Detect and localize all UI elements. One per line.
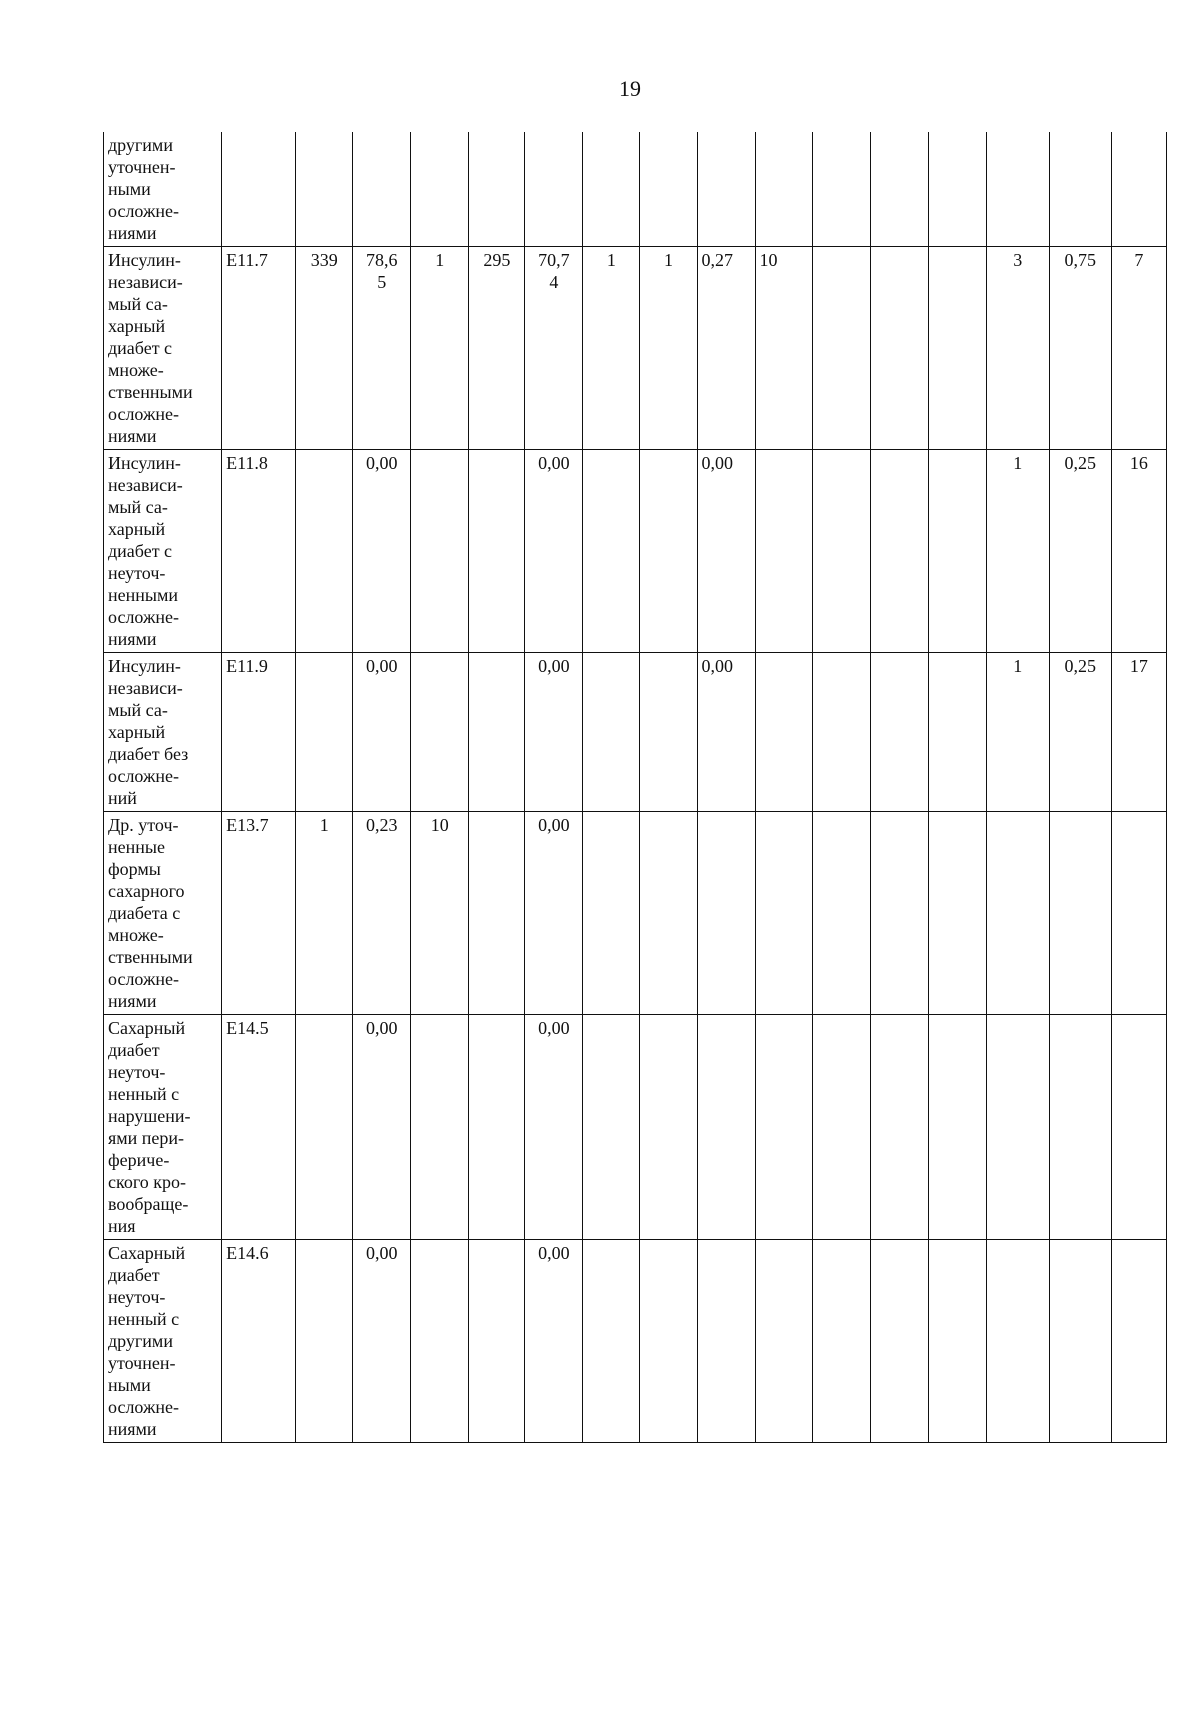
value-cell: 0,00 xyxy=(353,450,411,653)
table-row xyxy=(104,132,1167,247)
diagnosis-name-cell: другими уточнен- ными осложне- ниями xyxy=(104,132,222,247)
value-cell: 0,00 xyxy=(525,1015,583,1240)
icd-code-cell: E14.6 xyxy=(222,1240,296,1443)
value-cell xyxy=(583,450,640,653)
value-cell xyxy=(640,653,697,812)
value-cell xyxy=(1111,132,1166,247)
value-cell xyxy=(1111,1015,1166,1240)
value-cell xyxy=(697,1015,755,1240)
value-cell xyxy=(640,1240,697,1443)
value-cell xyxy=(697,132,755,247)
page-number: 19 xyxy=(619,76,641,101)
value-cell: 1 xyxy=(411,247,469,450)
value-cell xyxy=(755,1015,812,1240)
value-cell: 1 xyxy=(583,247,640,450)
value-cell xyxy=(812,653,870,812)
value-cell: 16 xyxy=(1111,450,1166,653)
value-cell xyxy=(812,247,870,450)
icd-code-cell: E11.9 xyxy=(222,653,296,812)
value-cell: 0,75 xyxy=(1049,247,1111,450)
value-cell xyxy=(640,450,697,653)
value-cell xyxy=(411,450,469,653)
value-cell: 0,00 xyxy=(525,653,583,812)
value-cell xyxy=(870,653,928,812)
value-cell xyxy=(296,450,353,653)
value-cell xyxy=(296,132,353,247)
diagnosis-name-cell: Инсулин- независи- мый са- харный диабет с множе- ственными осложне- ниями xyxy=(104,247,222,450)
value-cell: 339 xyxy=(296,247,353,450)
value-cell xyxy=(640,132,697,247)
value-cell xyxy=(1049,812,1111,1015)
value-cell xyxy=(928,450,986,653)
table-row xyxy=(104,812,1167,1015)
table-row xyxy=(104,1015,1167,1240)
value-cell xyxy=(986,1240,1049,1443)
diagnosis-name-cell: Сахарный диабет неуточ- ненный с нарушени- ями пери- фериче- ского кро- вообраще- ния xyxy=(104,1015,222,1240)
value-cell xyxy=(525,132,583,247)
value-cell xyxy=(296,1240,353,1443)
value-cell: 0,00 xyxy=(525,450,583,653)
icd-code-cell: E11.7 xyxy=(222,247,296,450)
value-cell xyxy=(296,1015,353,1240)
value-cell xyxy=(812,132,870,247)
value-cell xyxy=(928,1015,986,1240)
value-cell xyxy=(928,247,986,450)
value-cell: 1 xyxy=(986,653,1049,812)
value-cell: 0,25 xyxy=(1049,653,1111,812)
icd-code-cell: E13.7 xyxy=(222,812,296,1015)
value-cell: 3 xyxy=(986,247,1049,450)
value-cell: 1 xyxy=(640,247,697,450)
value-cell: 1 xyxy=(296,812,353,1015)
value-cell: 0,00 xyxy=(353,1240,411,1443)
value-cell: 78,6 5 xyxy=(353,247,411,450)
value-cell xyxy=(697,812,755,1015)
value-cell xyxy=(411,1015,469,1240)
value-cell xyxy=(755,653,812,812)
value-cell xyxy=(469,653,525,812)
value-cell xyxy=(812,812,870,1015)
value-cell xyxy=(755,450,812,653)
value-cell xyxy=(870,812,928,1015)
value-cell: 17 xyxy=(1111,653,1166,812)
value-cell xyxy=(928,132,986,247)
value-cell: 0,27 xyxy=(697,247,755,450)
value-cell xyxy=(697,1240,755,1443)
value-cell xyxy=(1049,1240,1111,1443)
value-cell xyxy=(640,1015,697,1240)
value-cell xyxy=(411,132,469,247)
value-cell xyxy=(411,1240,469,1443)
value-cell xyxy=(928,1240,986,1443)
value-cell xyxy=(353,132,411,247)
table-row xyxy=(104,450,1167,653)
value-cell xyxy=(1049,132,1111,247)
value-cell xyxy=(755,132,812,247)
value-cell xyxy=(583,1015,640,1240)
value-cell: 7 xyxy=(1111,247,1166,450)
value-cell: 0,23 xyxy=(353,812,411,1015)
value-cell xyxy=(986,812,1049,1015)
value-cell xyxy=(870,1240,928,1443)
value-cell xyxy=(411,653,469,812)
table-row xyxy=(104,653,1167,812)
value-cell: 0,25 xyxy=(1049,450,1111,653)
value-cell: 0,00 xyxy=(525,1240,583,1443)
value-cell xyxy=(640,812,697,1015)
value-cell xyxy=(986,1015,1049,1240)
statistics-table xyxy=(103,132,1167,1443)
icd-code-cell: E11.8 xyxy=(222,450,296,653)
value-cell xyxy=(870,247,928,450)
diagnosis-name-cell: Др. уточ- ненные формы сахарного диабета с множе- ственными осложне- ниями xyxy=(104,812,222,1015)
value-cell xyxy=(812,1240,870,1443)
value-cell xyxy=(755,1240,812,1443)
value-cell: 0,00 xyxy=(353,653,411,812)
value-cell xyxy=(1049,1015,1111,1240)
value-cell xyxy=(870,450,928,653)
value-cell: 10 xyxy=(411,812,469,1015)
value-cell: 0,00 xyxy=(353,1015,411,1240)
value-cell: 0,00 xyxy=(525,812,583,1015)
value-cell xyxy=(583,132,640,247)
value-cell xyxy=(1111,812,1166,1015)
value-cell: 0,00 xyxy=(697,653,755,812)
value-cell xyxy=(469,1015,525,1240)
value-cell xyxy=(870,132,928,247)
value-cell xyxy=(469,1240,525,1443)
value-cell xyxy=(928,812,986,1015)
value-cell: 1 xyxy=(986,450,1049,653)
value-cell xyxy=(928,653,986,812)
value-cell xyxy=(583,653,640,812)
value-cell: 10 xyxy=(755,247,812,450)
value-cell xyxy=(986,132,1049,247)
diagnosis-name-cell: Инсулин- независи- мый са- харный диабет с неуточ- ненными осложне- ниями xyxy=(104,450,222,653)
table-row xyxy=(104,247,1167,450)
diagnosis-name-cell: Сахарный диабет неуточ- ненный с другими уточнен- ными осложне- ниями xyxy=(104,1240,222,1443)
value-cell xyxy=(296,653,353,812)
value-cell xyxy=(812,1015,870,1240)
value-cell: 0,00 xyxy=(697,450,755,653)
icd-code-cell: E14.5 xyxy=(222,1015,296,1240)
icd-code-cell xyxy=(222,132,296,247)
value-cell xyxy=(469,132,525,247)
value-cell xyxy=(812,450,870,653)
value-cell xyxy=(755,812,812,1015)
value-cell: 70,7 4 xyxy=(525,247,583,450)
table-row xyxy=(104,1240,1167,1443)
value-cell xyxy=(469,812,525,1015)
value-cell xyxy=(583,1240,640,1443)
value-cell: 295 xyxy=(469,247,525,450)
value-cell xyxy=(1111,1240,1166,1443)
value-cell xyxy=(583,812,640,1015)
value-cell xyxy=(870,1015,928,1240)
value-cell xyxy=(469,450,525,653)
diagnosis-name-cell: Инсулин- независи- мый са- харный диабет без осложне- ний xyxy=(104,653,222,812)
